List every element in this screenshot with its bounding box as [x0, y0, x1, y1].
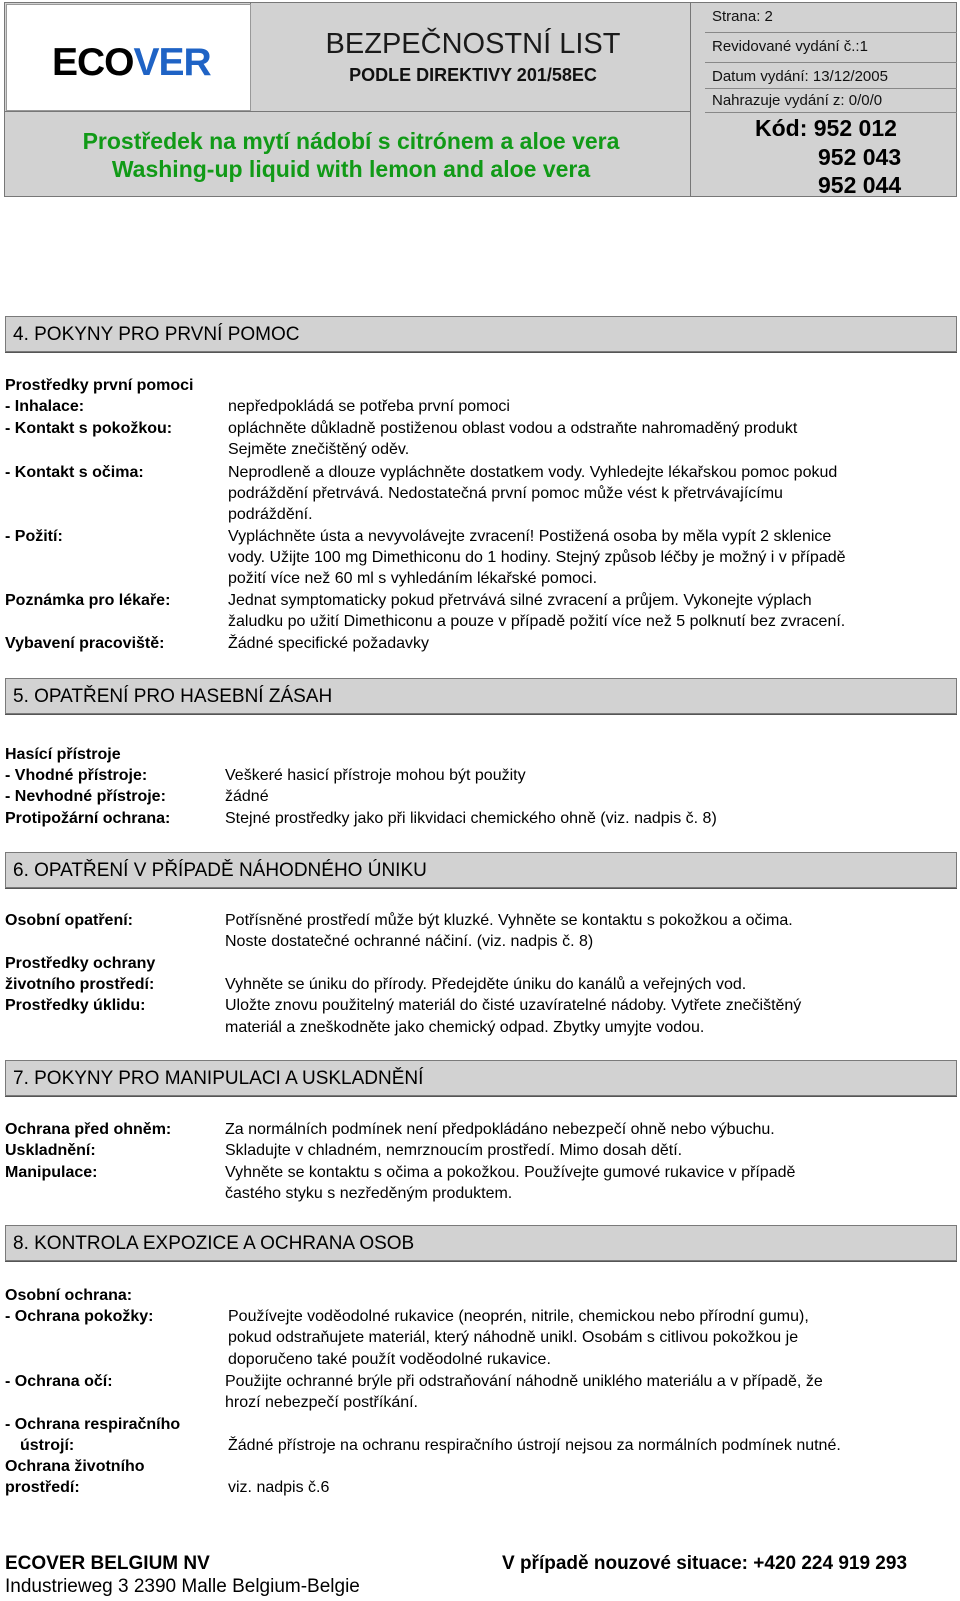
- product-name: [6, 127, 696, 183]
- product-code-3: 952 044: [818, 172, 902, 198]
- product-code-2: 952 043: [818, 144, 902, 170]
- section-title: 7. POKYNY PRO MANIPULACI A USKLADNĚNÍ: [13, 1068, 424, 1089]
- issue-date: Datum vydání: 13/12/2005: [712, 68, 888, 85]
- label-ingestion: - Požití:: [5, 528, 63, 545]
- section-heading-4: [5, 316, 957, 352]
- text-handling: Vyhněte se kontaktu s očima a pokožkou. Používejte gumové rukavice v případě: [225, 1164, 796, 1181]
- product-code: Kód: 952 012: [755, 115, 897, 141]
- label-inhalation: - Inhalace:: [5, 398, 85, 415]
- text-skin-contact: opláchněte důkladně postiženou oblast vodou a odstraňte nahromaděný produkt: [228, 420, 798, 437]
- section-heading-7: [5, 1060, 957, 1096]
- footer-company: ECOVER BELGIUM NV: [5, 1553, 210, 1574]
- header-divider-h: [4, 111, 690, 112]
- personal-protection-intro: Osobní ochrana:: [5, 1287, 133, 1304]
- product-name-en: Washing-up liquid with lemon and aloe vera: [111, 156, 591, 182]
- text-eye-contact: Neprodleně a dlouze vypláchněte dostatkem vody. Vyhledejte lékařskou pomoc pokud: [228, 464, 838, 481]
- meta-separator: [705, 88, 957, 89]
- section-title: 6. OPATŘENÍ V PŘÍPADĚ NÁHODNÉHO ÚNIKU: [13, 860, 427, 881]
- label-environment-protection: životního prostředí:: [5, 976, 155, 993]
- label-eye-protection: - Ochrana očí:: [5, 1373, 113, 1390]
- text-eye-protection: hrozí nebezpečí postříkání.: [225, 1394, 418, 1411]
- document-title: BEZPEČNOSTNÍ LIST: [325, 28, 621, 60]
- label-suitable-extinguishers: - Vhodné přístroje:: [5, 767, 148, 784]
- text-eye-protection: Použijte ochranné brýle při odstraňování náhodně uniklého materiálu a v případě, že: [225, 1373, 823, 1390]
- text-environment-protection: Vyhněte se úniku do přírody. Předejděte úniku do kanálů a veřejných vod.: [225, 976, 747, 993]
- meta-separator: [705, 32, 957, 33]
- text-fire-precaution: Za normálních podmínek není předpokládáno nebezpečí ohně nebo výbuchu.: [225, 1121, 775, 1138]
- company-logo: [6, 4, 251, 111]
- page-number: Strana: 2: [712, 8, 773, 25]
- product-name-cz: Prostředek na mytí nádobí s citrónem a aloe vera: [82, 128, 620, 154]
- section-title: 8. KONTROLA EXPOZICE A OCHRANA OSOB: [13, 1233, 415, 1254]
- text-fire-protection: Stejné prostředky jako při likvidaci chemického ohně (viz. nadpis č. 8): [225, 810, 717, 827]
- text-cleanup: Uložte znovu použitelný materiál do čisté uzavíratelné nádoby. Vytřete znečištěný: [225, 997, 802, 1014]
- label-fire-protection: Protipožární ochrana:: [5, 810, 171, 827]
- label-respiratory-protection: - Ochrana respiračního: [5, 1416, 181, 1433]
- text-suitable-extinguishers: Veškeré hasicí přístroje mohou být použity: [225, 767, 526, 784]
- text-inhalation: nepředpokládá se potřeba první pomoci: [228, 398, 510, 415]
- logo-eco-text: ECO: [52, 41, 134, 84]
- section-title: 4. POKYNY PRO PRVNÍ POMOC: [13, 324, 300, 345]
- section-heading-6: [5, 852, 957, 888]
- label-storage: Uskladnění:: [5, 1142, 96, 1159]
- text-ingestion: požití více než 60 ml s vyhledáním lékařské pomoci.: [228, 570, 598, 587]
- text-doctor-note: žaludku po užití Dimethiconu a pouze v případě požití více než 5 polknutí bez zvracení.: [228, 613, 846, 630]
- label-fire-precaution: Ochrana před ohněm:: [5, 1121, 172, 1138]
- label-workplace-equipment: Vybavení pracoviště:: [5, 635, 165, 652]
- section-heading-8: [5, 1225, 957, 1261]
- meta-separator: [705, 62, 957, 63]
- footer-emergency: V případě nouzové situace: +420 224 919 293: [502, 1553, 908, 1574]
- footer-address: Industrieweg 3 2390 Malle Belgium-Belgie: [5, 1576, 360, 1597]
- text-skin-contact: Sejměte znečištěný oděv.: [228, 441, 410, 458]
- label-doctor-note: Poznámka pro lékaře:: [5, 592, 171, 609]
- label-environment-exposure: Ochrana životního: [5, 1458, 145, 1475]
- text-storage: Skladujte v chladném, nemrznoucím prostředí. Mimo dosah dětí.: [225, 1142, 683, 1159]
- text-personal-precautions: Potřísněné prostředí může být kluzké. Vyhněte se kontaktu s pokožkou a očima.: [225, 912, 793, 929]
- first-aid-intro: Prostředky první pomoci: [5, 377, 194, 394]
- label-handling: Manipulace:: [5, 1164, 98, 1181]
- document-subtitle: PODLE DIREKTIVY 201/58EC: [349, 65, 597, 85]
- replaces-issue: Nahrazuje vydání z: 0/0/0: [712, 92, 883, 109]
- text-skin-protection: pokud odstraňujete materiál, který náhodně unikl. Osobám s citlivou pokožkou je: [228, 1329, 799, 1346]
- text-cleanup: materiál a zneškodněte jako chemický odpad. Zbytky umyjte vodou.: [225, 1019, 705, 1036]
- logo-ver-text: VER: [133, 41, 211, 84]
- text-skin-protection: doporučeno také použít voděodolné rukavice.: [228, 1351, 551, 1368]
- extinguishers-intro: Hasící přístroje: [5, 746, 121, 763]
- text-environment-exposure: viz. nadpis č.6: [228, 1479, 330, 1496]
- label-skin-protection: - Ochrana pokožky:: [5, 1308, 154, 1325]
- label-environment-exposure: prostředí:: [5, 1479, 80, 1496]
- label-respiratory-protection: ústrojí:: [20, 1437, 75, 1454]
- label-environment-protection: Prostředky ochrany: [5, 955, 156, 972]
- label-eye-contact: - Kontakt s očima:: [5, 464, 144, 481]
- text-respiratory-protection: Žádné přístroje na ochranu respiračního ústrojí nejsou za normálních podmínek nutné.: [228, 1437, 841, 1454]
- text-ingestion: vody. Užijte 100 mg Dimethiconu do 1 hodiny. Stejný způsob léčby je možný i v případě: [228, 549, 846, 566]
- meta-separator: [705, 112, 957, 113]
- text-workplace-equipment: Žádné specifické požadavky: [228, 635, 429, 652]
- text-handling: častého styku s nezředěným produktem.: [225, 1185, 513, 1202]
- label-skin-contact: - Kontakt s pokožkou:: [5, 420, 173, 437]
- text-unsuitable-extinguishers: žádné: [225, 788, 269, 805]
- section-heading-5: [5, 678, 957, 714]
- section-title: 5. OPATŘENÍ PRO HASEBNÍ ZÁSAH: [13, 686, 333, 707]
- text-doctor-note: Jednat symptomaticky pokud přetrvává silné zvracení a průjem. Vykonejte výplach: [228, 592, 812, 609]
- label-personal-precautions: Osobní opatření:: [5, 912, 133, 929]
- label-unsuitable-extinguishers: - Nevhodné přístroje:: [5, 788, 166, 805]
- revision-number: Revidované vydání č.:1: [712, 38, 868, 55]
- text-ingestion: Vypláchněte ústa a nevyvolávejte zvracení! Postižená osoba by měla vypít 2 sklenice: [228, 528, 832, 545]
- label-cleanup: Prostředky úklidu:: [5, 997, 146, 1014]
- text-eye-contact: podráždění přetrvává. Nedostatečná první pomoc může vést k přetrvávajícímu: [228, 485, 783, 502]
- text-skin-protection: Používejte voděodolné rukavice (neoprén, nitrile, chemickou nebo přírodní gumu),: [228, 1308, 809, 1325]
- text-personal-precautions: Noste dostatečné ochranné náčiní. (viz. nadpis č. 8): [225, 933, 594, 950]
- text-eye-contact: podráždění.: [228, 506, 313, 523]
